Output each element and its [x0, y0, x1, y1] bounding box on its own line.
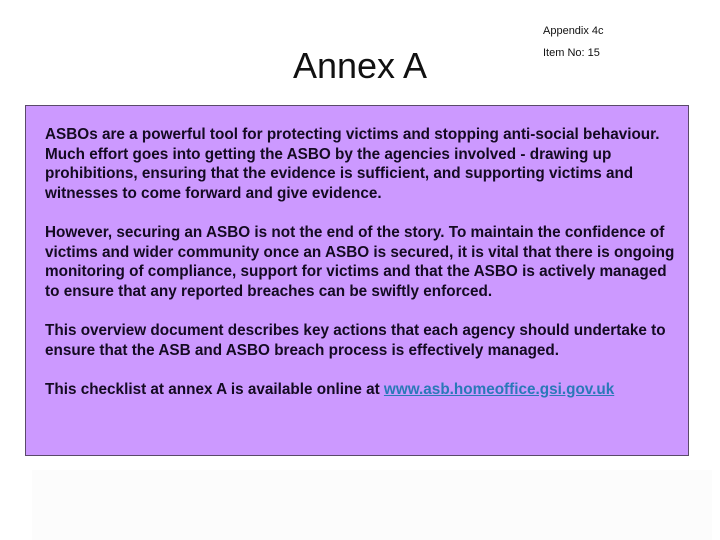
- paragraph-overview: This overview document describes key actions that each agency should undertake to ensure that the ASB and ASBO breach process is effectively managed.: [45, 321, 666, 359]
- checklist-text: This checklist at annex A is available online at: [45, 380, 384, 398]
- homeoffice-link[interactable]: www.asb.homeoffice.gsi.gov.uk: [383, 380, 615, 398]
- paragraph-intro: ASBOs are a powerful tool for protecting victims and stopping anti-social behaviour. Much effort goes into getting the ASBO by the agencies involved - drawing up prohibitions, ensuring that the evidence is sufficient, and supporting victims and witnesses to come forward and give evidence.: [45, 126, 660, 202]
- paragraph-checklist: [45, 380, 685, 400]
- page-title: Annex A: [292, 45, 428, 86]
- item-number-label: Item No: 15: [543, 47, 600, 59]
- appendix-label: Appendix 4c: [543, 25, 604, 37]
- content-text: [45, 125, 685, 419]
- content-box: [25, 105, 689, 456]
- paragraph-monitoring: However, securing an ASBO is not the end of the story. To maintain the confidence of victims and wider community once an ASBO is secured, it is vital that there is ongoing monitoring of compliance, support for victims and that the ASBO is actively managed to ensure that any reported breaches can be swiftly enforced.: [45, 223, 675, 300]
- bottom-shade: [32, 470, 712, 540]
